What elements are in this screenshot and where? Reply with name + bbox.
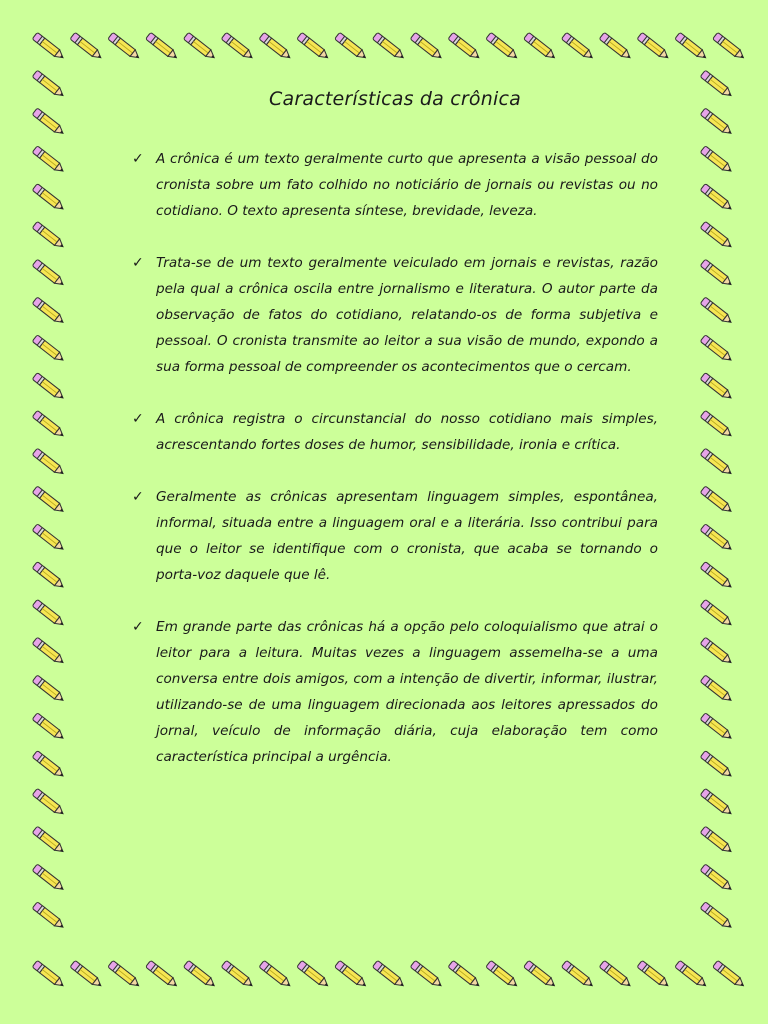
pencil-icon xyxy=(700,221,734,250)
pencil-icon xyxy=(32,713,66,742)
pencil-icon xyxy=(146,960,180,989)
list-item xyxy=(132,406,658,458)
pencil-icon xyxy=(700,146,734,175)
pencil-icon xyxy=(700,902,734,931)
pencil-icon xyxy=(32,70,66,99)
list-item xyxy=(132,146,658,224)
pencil-icon xyxy=(675,32,709,61)
pencil-icon xyxy=(183,32,217,61)
pencil-icon xyxy=(32,864,66,893)
pencil-icon xyxy=(700,70,734,99)
pencil-icon xyxy=(221,960,255,989)
pencil-icon xyxy=(713,960,747,989)
pencil-icon xyxy=(32,826,66,855)
list-item-text: Geralmente as crônicas apresentam linguagem simples, espontânea, informal, situada entre a linguagem oral e a literária. Isso contribui para que o leitor se identifique com o cronista, que acaba se tornando o porta-voz daquele que lê. xyxy=(156,489,658,583)
pencil-icon xyxy=(32,751,66,780)
pencil-icon xyxy=(32,108,66,137)
pencil-icon xyxy=(700,826,734,855)
pencil-icon xyxy=(599,32,633,61)
pencil-icon xyxy=(32,637,66,666)
document-body xyxy=(132,88,658,796)
pencil-icon xyxy=(32,297,66,326)
pencil-icon xyxy=(700,297,734,326)
pencil-icon xyxy=(32,335,66,364)
pencil-icon xyxy=(32,146,66,175)
pencil-icon xyxy=(108,960,142,989)
list-item-text: Em grande parte das crônicas há a opção pelo coloquialismo que atrai o leitor para a leitura. Muitas vezes a linguagem assemelha-se a uma conversa entre dois amigos, com a intenção de divertir, informar, ilustrar, utilizando-se de uma linguagem direcionada aos leitores apressados do jornal, veículo de informação diária, cuja elaboração tem como característica principal a urgência. xyxy=(156,619,658,765)
pencil-icon xyxy=(32,675,66,704)
pencil-icon xyxy=(637,960,671,989)
pencil-icon xyxy=(561,32,595,61)
pencil-icon xyxy=(32,524,66,553)
pencil-icon xyxy=(297,32,331,61)
pencil-icon xyxy=(700,599,734,628)
pencil-icon xyxy=(524,32,558,61)
pencil-icon xyxy=(372,32,406,61)
characteristics-list xyxy=(132,146,658,770)
pencil-icon xyxy=(700,259,734,288)
pencil-icon xyxy=(561,960,595,989)
pencil-icon xyxy=(32,373,66,402)
pencil-icon xyxy=(700,864,734,893)
pencil-icon xyxy=(410,32,444,61)
pencil-icon xyxy=(32,960,66,989)
pencil-icon xyxy=(700,184,734,213)
pencil-icon xyxy=(700,637,734,666)
pencil-icon xyxy=(372,960,406,989)
pencil-icon xyxy=(32,221,66,250)
check-icon: ✓ xyxy=(132,619,144,635)
check-icon: ✓ xyxy=(132,255,144,271)
page-title: Características da crônica xyxy=(269,88,521,110)
pencil-icon xyxy=(700,675,734,704)
pencil-icon xyxy=(700,335,734,364)
pencil-icon xyxy=(297,960,331,989)
list-item-text: A crônica registra o circunstancial do nosso cotidiano mais simples, acrescentando fortes doses de humor, sensibilidade, ironia e crítica. xyxy=(156,411,658,453)
list-item xyxy=(132,614,658,770)
check-icon: ✓ xyxy=(132,489,144,505)
pencil-icon xyxy=(32,259,66,288)
pencil-icon xyxy=(700,751,734,780)
pencil-icon xyxy=(32,448,66,477)
pencil-icon xyxy=(32,599,66,628)
list-item-text: Trata-se de um texto geralmente veiculado em jornais e revistas, razão pela qual a crônica oscila entre jornalismo e literatura. O autor parte da observação de fatos do cotidiano, relatando-os de forma subjetiva e pessoal. O cronista transmite ao leitor a sua visão de mundo, expondo a sua forma pessoal de compreender os acontecimentos que o cercam. xyxy=(156,255,658,375)
pencil-icon xyxy=(700,448,734,477)
pencil-icon xyxy=(599,960,633,989)
pencil-icon xyxy=(259,960,293,989)
check-icon: ✓ xyxy=(132,151,144,167)
pencil-icon xyxy=(700,524,734,553)
pencil-icon xyxy=(700,108,734,137)
pencil-icon xyxy=(32,562,66,591)
pencil-icon xyxy=(675,960,709,989)
pencil-icon xyxy=(700,410,734,439)
pencil-icon xyxy=(448,960,482,989)
pencil-icon xyxy=(448,32,482,61)
pencil-icon xyxy=(486,32,520,61)
pencil-icon xyxy=(32,410,66,439)
pencil-icon xyxy=(221,32,255,61)
pencil-icon xyxy=(637,32,671,61)
pencil-icon xyxy=(700,713,734,742)
pencil-icon xyxy=(32,486,66,515)
check-icon: ✓ xyxy=(132,411,144,427)
pencil-icon xyxy=(146,32,180,61)
pencil-icon xyxy=(410,960,444,989)
pencil-icon xyxy=(486,960,520,989)
pencil-icon xyxy=(335,960,369,989)
pencil-icon xyxy=(183,960,217,989)
list-item xyxy=(132,250,658,380)
pencil-icon xyxy=(700,788,734,817)
pencil-icon xyxy=(32,184,66,213)
pencil-icon xyxy=(700,373,734,402)
list-item-text: A crônica é um texto geralmente curto que apresenta a visão pessoal do cronista sobre um fato colhido no noticiário de jornais ou revistas ou no cotidiano. O texto apresenta síntese, brevidade, leveza. xyxy=(156,151,658,219)
pencil-icon xyxy=(108,32,142,61)
pencil-icon xyxy=(70,960,104,989)
pencil-icon xyxy=(335,32,369,61)
pencil-icon xyxy=(524,960,558,989)
pencil-icon xyxy=(700,486,734,515)
list-item xyxy=(132,484,658,588)
pencil-icon xyxy=(70,32,104,61)
pencil-icon xyxy=(700,562,734,591)
pencil-icon xyxy=(259,32,293,61)
pencil-icon xyxy=(713,32,747,61)
pencil-icon xyxy=(32,788,66,817)
pencil-icon xyxy=(32,902,66,931)
pencil-icon xyxy=(32,32,66,61)
